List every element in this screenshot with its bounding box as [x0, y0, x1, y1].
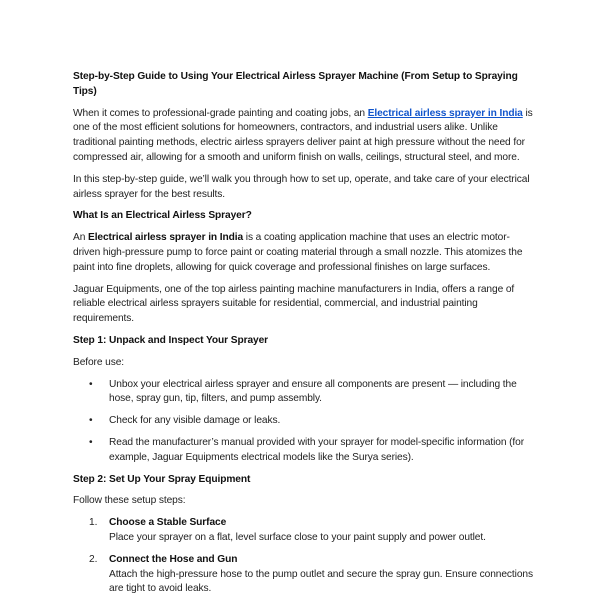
document-title: Step-by-Step Guide to Using Your Electrical Airless Sprayer Machine (From Setup to Spraying Tips) — [73, 71, 518, 97]
list-item-text: Read the manufacturer’s manual provided with your sprayer for model-specific information (for example, Jaguar Equipments electrical models like the Surya series). — [109, 436, 524, 463]
intro-text-after-link: is one of the most efficient solutions for homeowners, contractors, and industrial users alike. Unlike traditional painting methods, electric airless sprayers deliver paint at high pressure without the need for compressed air, allowing for a smooth and uniform finish on walls, ceilings, structural steel, and more. — [73, 107, 533, 163]
what-is-bold-term: Electrical airless sprayer in India — [88, 232, 244, 244]
list-item-text: Check for any visible damage or leaks. — [109, 415, 281, 427]
step1-bullet-list — [73, 378, 533, 466]
electrical-airless-sprayer-link[interactable]: Electrical airless sprayer in India — [367, 107, 523, 119]
step-item-title: Choose a Stable Surface — [109, 517, 227, 529]
what-is-paragraph-1 — [73, 231, 533, 275]
step-item-title: Connect the Hose and Gun — [109, 553, 238, 565]
bullet-icon: • — [89, 436, 93, 448]
intro-text-before-link: When it comes to professional-grade painting and coating jobs, an — [73, 107, 368, 119]
step2-lead: Follow these setup steps: — [73, 495, 186, 507]
document-page — [73, 70, 533, 604]
list-item — [73, 516, 533, 546]
step-item-description: Place your sprayer on a flat, level surface close to your paint supply and power outlet. — [109, 531, 486, 543]
step2-numbered-list — [73, 516, 533, 597]
list-item — [73, 414, 533, 429]
list-item — [73, 553, 533, 597]
list-item — [73, 378, 533, 408]
step2-heading: Step 2: Set Up Your Spray Equipment — [73, 473, 251, 485]
what-is-rest: is a coating application machine that uses an electric motor-driven high-pressure pump to force paint or coating material through a small nozzle. This atomizes the paint into fine droplets, allowing for quick coverage and professional finishes on large surfaces. — [73, 232, 523, 273]
step1-heading: Step 1: Unpack and Inspect Your Sprayer — [73, 334, 269, 346]
what-is-heading: What Is an Electrical Airless Sprayer? — [73, 210, 252, 222]
guide-intro-paragraph: In this step-by-step guide, we’ll walk you through how to set up, operate, and take care of your electrical airless sprayer for the best results. — [73, 173, 530, 200]
list-item-text: Unbox your electrical airless sprayer and ensure all components are present — including the hose, spray gun, tip, filters, and pump assembly. — [109, 378, 517, 405]
step1-lead: Before use: — [73, 356, 125, 368]
list-number: 1. — [89, 517, 98, 529]
list-item — [73, 436, 533, 466]
what-is-prefix: An — [73, 232, 88, 244]
step-item-description: Attach the high-pressure hose to the pump outlet and secure the spray gun. Ensure connections are tight to avoid leaks. — [109, 568, 533, 595]
bullet-icon: • — [89, 415, 93, 427]
list-number: 2. — [89, 553, 98, 565]
intro-paragraph — [73, 107, 533, 166]
bullet-icon: • — [89, 378, 93, 390]
what-is-paragraph-2: Jaguar Equipments, one of the top airless painting machine manufacturers in India, offers a range of reliable electrical airless sprayers suitable for residential, commercial, and industrial painting requirements. — [73, 283, 515, 325]
